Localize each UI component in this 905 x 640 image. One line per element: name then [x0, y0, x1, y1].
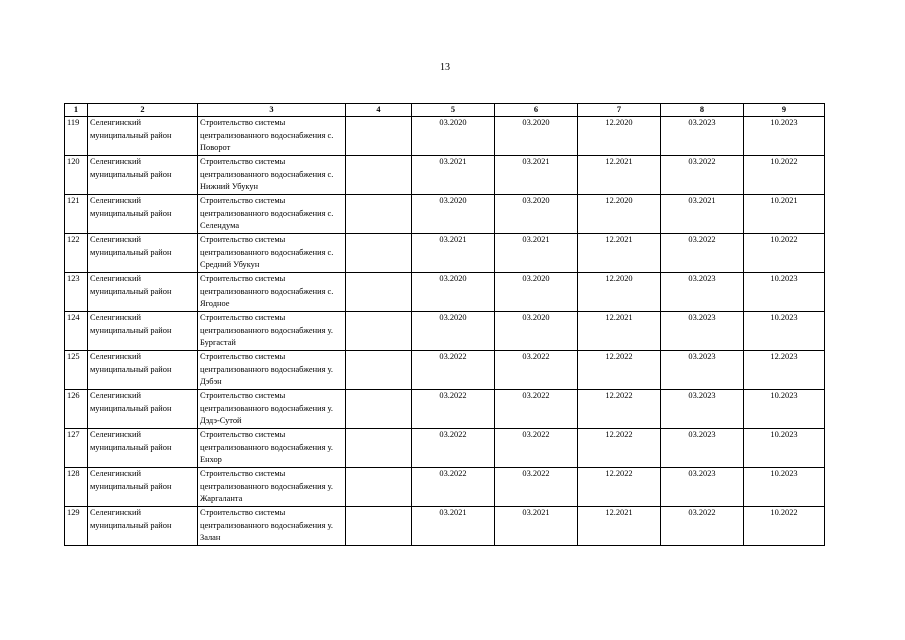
column-header: 8	[661, 104, 744, 117]
project-name-cell: Строительство системы централизованного водоснабжения с. Средний Убукун	[198, 234, 346, 273]
date-col5-cell: 03.2021	[412, 507, 495, 546]
column-header: 5	[412, 104, 495, 117]
date-col5-cell: 03.2022	[412, 468, 495, 507]
date-col9-cell: 12.2023	[744, 351, 825, 390]
date-col5-cell: 03.2021	[412, 156, 495, 195]
date-col6-cell: 03.2022	[495, 468, 578, 507]
column-4-cell	[346, 195, 412, 234]
date-col9-cell: 10.2023	[744, 468, 825, 507]
date-col6-cell: 03.2020	[495, 117, 578, 156]
date-col7-cell: 12.2020	[578, 117, 661, 156]
column-4-cell	[346, 429, 412, 468]
date-col7-cell: 12.2021	[578, 507, 661, 546]
column-header: 6	[495, 104, 578, 117]
date-col5-cell: 03.2021	[412, 234, 495, 273]
date-col8-cell: 03.2022	[661, 234, 744, 273]
row-number-cell: 124	[65, 312, 88, 351]
table-row	[65, 507, 825, 546]
project-name-cell: Строительство системы централизованного водоснабжения у. Дэбэн	[198, 351, 346, 390]
date-col7-cell: 12.2022	[578, 390, 661, 429]
project-name-cell: Строительство системы централизованного водоснабжения у. Залан	[198, 507, 346, 546]
project-name-cell: Строительство системы централизованного водоснабжения у. Бургастай	[198, 312, 346, 351]
column-4-cell	[346, 273, 412, 312]
date-col8-cell: 03.2023	[661, 117, 744, 156]
column-4-cell	[346, 234, 412, 273]
column-4-cell	[346, 156, 412, 195]
row-number-cell: 125	[65, 351, 88, 390]
project-name-cell: Строительство системы централизованного водоснабжения с. Ягодное	[198, 273, 346, 312]
page-number: 13	[440, 62, 450, 73]
date-col6-cell: 03.2021	[495, 156, 578, 195]
row-number-cell: 119	[65, 117, 88, 156]
date-col6-cell: 03.2020	[495, 273, 578, 312]
column-4-cell	[346, 390, 412, 429]
column-header: 1	[65, 104, 88, 117]
date-col8-cell: 03.2022	[661, 156, 744, 195]
date-col9-cell: 10.2022	[744, 156, 825, 195]
date-col9-cell: 10.2023	[744, 429, 825, 468]
project-name-cell: Строительство системы централизованного водоснабжения с. Нижний Убукун	[198, 156, 346, 195]
project-name-cell: Строительство системы централизованного водоснабжения у. Жаргаланта	[198, 468, 346, 507]
table-row	[65, 468, 825, 507]
column-4-cell	[346, 468, 412, 507]
date-col9-cell: 10.2022	[744, 507, 825, 546]
district-cell: Селенгинский муниципальный район	[88, 156, 198, 195]
date-col8-cell: 03.2023	[661, 390, 744, 429]
date-col7-cell: 12.2020	[578, 273, 661, 312]
district-cell: Селенгинский муниципальный район	[88, 390, 198, 429]
project-name-cell: Строительство системы централизованного водоснабжения с. Поворот	[198, 117, 346, 156]
district-cell: Селенгинский муниципальный район	[88, 507, 198, 546]
date-col6-cell: 03.2020	[495, 195, 578, 234]
date-col6-cell: 03.2022	[495, 429, 578, 468]
table-row	[65, 312, 825, 351]
date-col7-cell: 12.2022	[578, 429, 661, 468]
row-number-cell: 128	[65, 468, 88, 507]
project-name-cell: Строительство системы централизованного водоснабжения у. Дэдэ-Сутой	[198, 390, 346, 429]
table-row	[65, 195, 825, 234]
data-table	[64, 103, 825, 546]
district-cell: Селенгинский муниципальный район	[88, 312, 198, 351]
date-col7-cell: 12.2021	[578, 312, 661, 351]
row-number-cell: 129	[65, 507, 88, 546]
column-4-cell	[346, 507, 412, 546]
date-col5-cell: 03.2022	[412, 429, 495, 468]
district-cell: Селенгинский муниципальный район	[88, 351, 198, 390]
column-header: 7	[578, 104, 661, 117]
date-col6-cell: 03.2022	[495, 351, 578, 390]
table-row	[65, 234, 825, 273]
table-row	[65, 117, 825, 156]
column-4-cell	[346, 312, 412, 351]
date-col5-cell: 03.2020	[412, 117, 495, 156]
date-col8-cell: 03.2023	[661, 468, 744, 507]
date-col6-cell: 03.2021	[495, 234, 578, 273]
date-col8-cell: 03.2023	[661, 429, 744, 468]
date-col5-cell: 03.2022	[412, 351, 495, 390]
date-col9-cell: 10.2023	[744, 390, 825, 429]
district-cell: Селенгинский муниципальный район	[88, 468, 198, 507]
district-cell: Селенгинский муниципальный район	[88, 117, 198, 156]
date-col9-cell: 10.2023	[744, 312, 825, 351]
row-number-cell: 127	[65, 429, 88, 468]
district-cell: Селенгинский муниципальный район	[88, 195, 198, 234]
column-4-cell	[346, 117, 412, 156]
district-cell: Селенгинский муниципальный район	[88, 234, 198, 273]
column-header: 3	[198, 104, 346, 117]
table-row	[65, 273, 825, 312]
district-cell: Селенгинский муниципальный район	[88, 273, 198, 312]
table-row	[65, 390, 825, 429]
row-number-cell: 121	[65, 195, 88, 234]
date-col5-cell: 03.2020	[412, 312, 495, 351]
column-header: 9	[744, 104, 825, 117]
table-row	[65, 156, 825, 195]
district-cell: Селенгинский муниципальный район	[88, 429, 198, 468]
date-col7-cell: 12.2020	[578, 195, 661, 234]
row-number-cell: 120	[65, 156, 88, 195]
column-4-cell	[346, 351, 412, 390]
date-col7-cell: 12.2022	[578, 468, 661, 507]
date-col5-cell: 03.2022	[412, 390, 495, 429]
date-col8-cell: 03.2023	[661, 312, 744, 351]
project-name-cell: Строительство системы централизованного водоснабжения у. Енхор	[198, 429, 346, 468]
column-header: 2	[88, 104, 198, 117]
date-col6-cell: 03.2020	[495, 312, 578, 351]
table-row	[65, 429, 825, 468]
date-col8-cell: 03.2021	[661, 195, 744, 234]
date-col5-cell: 03.2020	[412, 195, 495, 234]
header-row	[65, 104, 825, 117]
row-number-cell: 123	[65, 273, 88, 312]
date-col6-cell: 03.2021	[495, 507, 578, 546]
row-number-cell: 126	[65, 390, 88, 429]
date-col7-cell: 12.2021	[578, 156, 661, 195]
column-header: 4	[346, 104, 412, 117]
date-col9-cell: 10.2021	[744, 195, 825, 234]
project-name-cell: Строительство системы централизованного водоснабжения с. Селендума	[198, 195, 346, 234]
date-col6-cell: 03.2022	[495, 390, 578, 429]
date-col8-cell: 03.2023	[661, 273, 744, 312]
row-number-cell: 122	[65, 234, 88, 273]
date-col9-cell: 10.2023	[744, 117, 825, 156]
date-col5-cell: 03.2020	[412, 273, 495, 312]
date-col8-cell: 03.2022	[661, 507, 744, 546]
table-row	[65, 351, 825, 390]
table-body	[65, 117, 825, 546]
date-col7-cell: 12.2022	[578, 351, 661, 390]
date-col9-cell: 10.2022	[744, 234, 825, 273]
date-col8-cell: 03.2023	[661, 351, 744, 390]
date-col9-cell: 10.2023	[744, 273, 825, 312]
date-col7-cell: 12.2021	[578, 234, 661, 273]
